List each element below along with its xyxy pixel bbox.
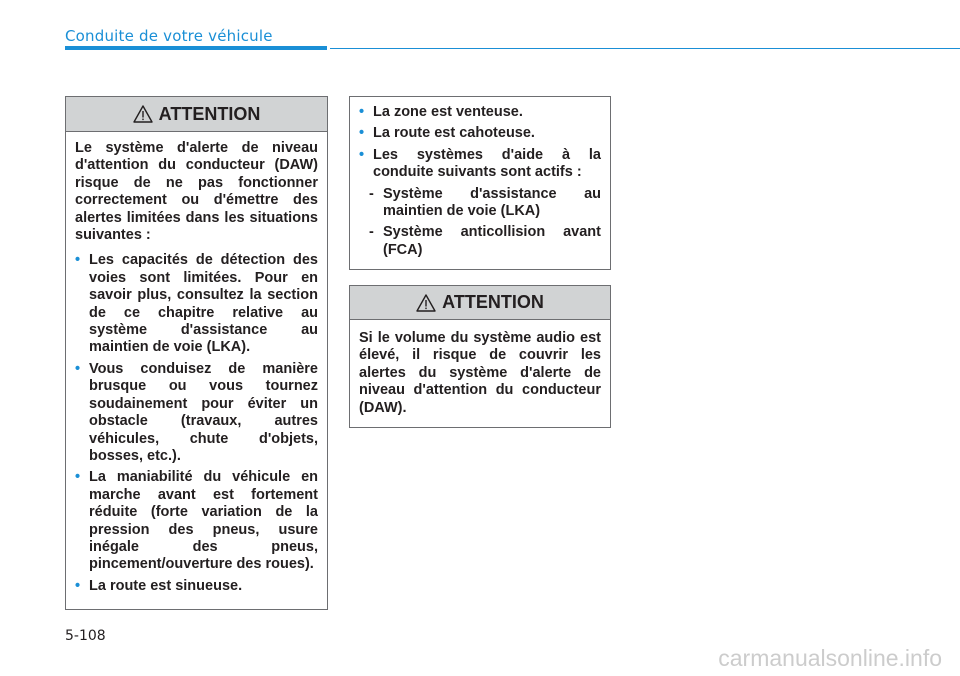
caution-body: [350, 320, 610, 417]
dash-mark: -: [369, 185, 374, 202]
sub-list-text: Système d'assistance au maintien de voie (LKA): [383, 185, 601, 220]
caution-header: [350, 286, 610, 320]
caution-title: ATTENTION: [442, 292, 544, 312]
caution-header: [66, 97, 327, 132]
sub-list-item: [359, 224, 601, 259]
list-item: • Les systèmes d'aide à la conduite suivants sont actifs :: [359, 147, 601, 182]
sub-list-text: Système anticollision avant (FCA): [383, 224, 601, 258]
caution-body: [66, 132, 327, 595]
sub-list-item: [359, 186, 601, 221]
header-rule: [330, 48, 960, 49]
caution-text: Si le volume du système audio est élevé, il risque de couvrir les alertes du système d'alerte de niveau d'attention du conducteur (DAW).: [359, 330, 601, 416]
caution-title: ATTENTION: [158, 103, 261, 124]
list-item: • Vous conduisez de manière brusque ou vous tournez soudainement pour éviter un obstacle (travaux, autres véhicules, chute d'objets, bosses, etc.).: [75, 361, 318, 465]
continued-body: [350, 97, 610, 259]
list-item: • Les capacités de détection des voies sont limitées. Pour en savoir plus, consultez la section de ce chapitre relative au système d'assistance au maintien de voie (LKA).: [75, 252, 318, 356]
warning-triangle-icon: [416, 293, 436, 313]
list-item: • La route est cahoteuse.: [359, 125, 601, 142]
list-item: • La route est sinueuse.: [75, 578, 318, 595]
list-item: • La maniabilité du véhicule en marche avant est fortement réduite (forte variation de la pression des pneus, usure inégale des pneus, pincement/ouverture des roues).: [75, 469, 318, 573]
list-item: • La zone est venteuse.: [359, 104, 601, 121]
continued-list-box: [349, 96, 611, 270]
caution-box-right: [349, 285, 611, 428]
caution-box-left: [65, 96, 328, 610]
warning-triangle-icon: [133, 104, 153, 124]
watermark: carmanualsonline.info: [718, 645, 942, 671]
caution-intro: Le système d'alerte de niveau d'attention du conducteur (DAW) risque de ne pas fonctionner correctement ou d'émettre des alertes limitées dans les situations suivantes :: [75, 140, 318, 244]
page-number: 5-108: [65, 628, 106, 644]
dash-mark: -: [369, 224, 374, 241]
header-rule-accent: [65, 46, 327, 50]
section-title: Conduite de votre véhicule: [65, 27, 273, 45]
